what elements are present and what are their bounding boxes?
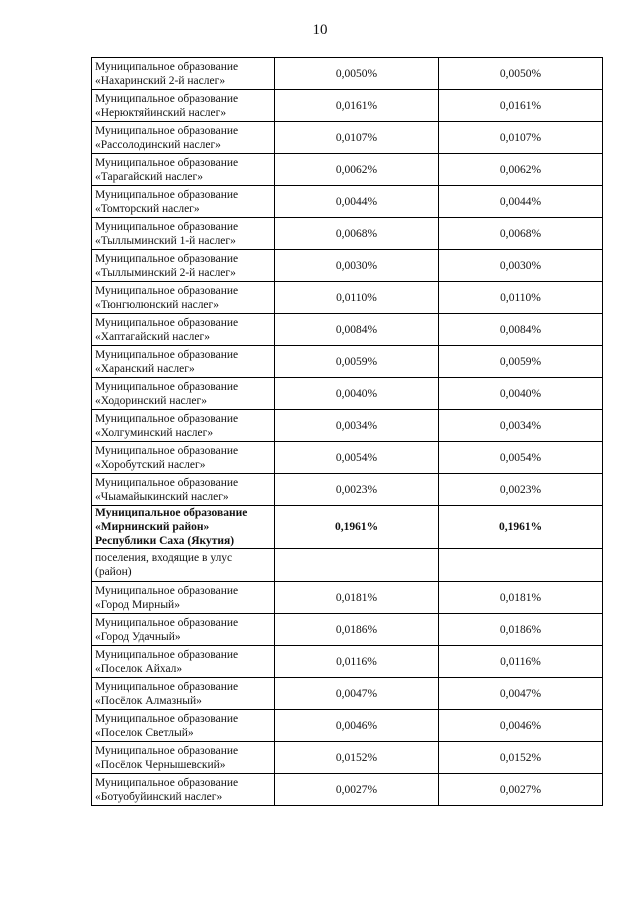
municipality-name-line: Муниципальное образование (95, 220, 239, 233)
municipality-name-line: «Поселок Светлый» (95, 726, 194, 739)
share-value-1 (275, 646, 439, 678)
municipality-name-line: Муниципальное образование (95, 648, 239, 661)
municipality-name-line: Муниципальное образование (95, 712, 239, 725)
share-value-1 (275, 154, 439, 186)
municipality-name (92, 442, 275, 474)
share-value-1 (275, 90, 439, 122)
municipality-name (92, 186, 275, 218)
municipality-name (92, 646, 275, 678)
share-value-1 (275, 346, 439, 378)
municipality-name (92, 218, 275, 250)
share-value-1 (275, 582, 439, 614)
share-value-2 (439, 378, 603, 410)
table-row (92, 282, 603, 314)
share-value-2 (439, 58, 603, 90)
share-value-1 (275, 742, 439, 774)
municipality-name-line: «Хоробутский наслег» (95, 458, 206, 471)
municipality-name-line: «Тыллыминский 1-й наслег» (95, 234, 236, 247)
share-value-2-line: 0,0044% (499, 195, 542, 208)
municipality-name-line: Муниципальное образование (95, 156, 239, 169)
municipality-name-line: «Ходоринский наслег» (95, 394, 207, 407)
municipality-name-line: Муниципальное образование (95, 252, 239, 265)
municipality-name-line: «Нахаринский 2-й наслег» (95, 74, 226, 87)
table-row (92, 122, 603, 154)
share-value-2 (439, 250, 603, 282)
share-value-2-line: 0,0107% (499, 131, 542, 144)
municipality-name-line: Муниципальное образование (95, 124, 239, 137)
table-row (92, 614, 603, 646)
table-row (92, 774, 603, 806)
district-value-2 (439, 506, 603, 549)
share-value-2-line: 0,0062% (499, 163, 542, 176)
district-name-line: Республики Саха (Якутия) (95, 535, 235, 547)
share-value-2-line: 0,0027% (499, 783, 542, 796)
share-value-1-line: 0,0054% (335, 451, 378, 464)
table-row (92, 410, 603, 442)
share-value-2 (439, 742, 603, 774)
share-value-1 (275, 678, 439, 710)
share-value-1 (275, 710, 439, 742)
share-value-1-line: 0,0152% (335, 751, 378, 764)
municipality-name-line: «Харанский наслег» (95, 362, 195, 375)
municipality-name-line: «Посёлок Чернышевский» (95, 758, 226, 771)
share-value-1-line: 0,0059% (335, 355, 378, 368)
municipality-name (92, 742, 275, 774)
settlements-note (92, 549, 275, 582)
share-value-1-line: 0,0044% (335, 195, 378, 208)
share-value-1-line: 0,0050% (335, 67, 378, 80)
share-value-1 (275, 410, 439, 442)
municipality-name (92, 614, 275, 646)
municipality-name (92, 282, 275, 314)
table-row (92, 710, 603, 742)
share-value-2-line: 0,0181% (499, 591, 542, 604)
share-value-2 (439, 774, 603, 806)
share-value-2 (439, 282, 603, 314)
share-value-2 (439, 410, 603, 442)
municipality-name-line: «Тарагайский наслег» (95, 170, 203, 183)
table-row (92, 218, 603, 250)
share-value-2 (439, 646, 603, 678)
municipality-name-line: Муниципальное образование (95, 444, 239, 457)
page-number: 10 (312, 22, 328, 38)
share-value-2 (439, 122, 603, 154)
share-value-1 (275, 282, 439, 314)
share-value-1 (275, 378, 439, 410)
municipality-name-line: «Холгуминский наслег» (95, 426, 214, 439)
municipality-name-line: Муниципальное образование (95, 92, 239, 105)
table-row (92, 186, 603, 218)
table-row (92, 346, 603, 378)
municipality-name (92, 378, 275, 410)
table-row (92, 58, 603, 90)
municipality-name-line: Муниципальное образование (95, 584, 239, 597)
municipality-name-line: Муниципальное образование (95, 60, 239, 73)
share-value-2 (439, 154, 603, 186)
municipality-name-line: Муниципальное образование (95, 188, 239, 201)
municipality-name (92, 774, 275, 806)
share-value-2-line: 0,0084% (499, 323, 542, 336)
share-value-2-line: 0,0054% (499, 451, 542, 464)
district-value-1-line: 0,1961% (334, 521, 379, 533)
municipality-name-line: «Тюнгюлюнский наслег» (95, 298, 220, 311)
distribution-table (91, 57, 603, 806)
settlements-note-row (92, 549, 603, 582)
share-value-1-line: 0,0023% (335, 483, 378, 496)
share-value-1-line: 0,0047% (335, 687, 378, 700)
share-value-2 (439, 678, 603, 710)
share-value-1 (275, 58, 439, 90)
empty-cell (275, 549, 439, 582)
share-value-1 (275, 122, 439, 154)
share-value-2 (439, 614, 603, 646)
municipality-name-line: «Посёлок Алмазный» (95, 694, 202, 707)
table-row (92, 314, 603, 346)
municipality-name-line: Муниципальное образование (95, 348, 239, 361)
municipality-name-line: «Город Мирный» (95, 598, 180, 611)
share-value-2-line: 0,0047% (499, 687, 542, 700)
share-value-2-line: 0,0068% (499, 227, 542, 240)
table-row (92, 250, 603, 282)
municipality-name-line: «Рассолодинский наслег» (95, 138, 221, 151)
share-value-1 (275, 314, 439, 346)
table-row (92, 90, 603, 122)
district-value-1 (275, 506, 439, 549)
table-row (92, 582, 603, 614)
settlements-note-line: поселения, входящие в улус (95, 552, 233, 564)
municipality-name (92, 346, 275, 378)
share-value-2-line: 0,0110% (500, 291, 541, 304)
share-value-1-line: 0,0161% (335, 99, 378, 112)
settlements-note-line: (район) (95, 566, 132, 578)
municipality-name (92, 154, 275, 186)
municipality-name-line: Муниципальное образование (95, 316, 239, 329)
municipality-name-line: «Чыамайыкинский наслег» (95, 490, 229, 503)
municipality-name (92, 710, 275, 742)
share-value-2 (439, 474, 603, 506)
share-value-1 (275, 186, 439, 218)
table-row (92, 378, 603, 410)
municipality-name-line: «Хаптагайский наслег» (95, 330, 210, 343)
share-value-2-line: 0,0050% (499, 67, 542, 80)
municipality-name-line: «Тыллыминский 2-й наслег» (95, 266, 236, 279)
district-name-line: «Мирнинский район» (95, 521, 210, 533)
share-value-2-line: 0,0161% (499, 99, 542, 112)
municipality-name-line: «Нерюктяйинский наслег» (95, 106, 227, 119)
share-value-2 (439, 442, 603, 474)
municipality-name-line: Муниципальное образование (95, 380, 239, 393)
share-value-2-line: 0,0023% (499, 483, 542, 496)
share-value-1-line: 0,0046% (335, 719, 378, 732)
municipality-name-line: Муниципальное образование (95, 744, 239, 757)
table-row (92, 678, 603, 710)
municipality-name-line: Муниципальное образование (95, 476, 239, 489)
municipality-name-line: Муниципальное образование (95, 284, 239, 297)
share-value-1-line: 0,0030% (335, 259, 378, 272)
share-value-2-line: 0,0034% (499, 419, 542, 432)
share-value-2 (439, 710, 603, 742)
share-value-2-line: 0,0046% (499, 719, 542, 732)
district-name-line: Муниципальное образование (95, 507, 248, 519)
district-row (92, 506, 603, 549)
municipality-name (92, 474, 275, 506)
share-value-1 (275, 474, 439, 506)
municipality-name-line: «Томторский наслег» (95, 202, 200, 215)
share-value-1-line: 0,0034% (335, 419, 378, 432)
table-body (92, 58, 603, 806)
share-value-1-line: 0,0068% (335, 227, 378, 240)
share-value-1-line: 0,0116% (336, 655, 377, 668)
table-row (92, 442, 603, 474)
share-value-2-line: 0,0116% (500, 655, 541, 668)
share-value-2 (439, 186, 603, 218)
share-value-1-line: 0,0062% (335, 163, 378, 176)
municipality-name (92, 678, 275, 710)
share-value-1 (275, 614, 439, 646)
municipality-name-line: Муниципальное образование (95, 680, 239, 693)
municipality-name (92, 122, 275, 154)
share-value-2 (439, 346, 603, 378)
table-row (92, 154, 603, 186)
share-value-1-line: 0,0027% (335, 783, 378, 796)
share-value-1-line: 0,0084% (335, 323, 378, 336)
municipality-name-line: «Ботуобуйинский наслег» (95, 790, 223, 803)
share-value-2-line: 0,0040% (499, 387, 542, 400)
table-row (92, 646, 603, 678)
share-value-2 (439, 90, 603, 122)
municipality-name (92, 250, 275, 282)
district-value-2-line: 0,1961% (498, 521, 543, 533)
municipality-name-line: «Поселок Айхал» (95, 662, 183, 675)
municipality-name (92, 582, 275, 614)
municipality-name (92, 90, 275, 122)
share-value-2 (439, 314, 603, 346)
municipality-name (92, 314, 275, 346)
share-value-1-line: 0,0186% (335, 623, 378, 636)
table-row (92, 742, 603, 774)
municipality-name-line: Муниципальное образование (95, 616, 239, 629)
share-value-2-line: 0,0030% (499, 259, 542, 272)
share-value-1-line: 0,0110% (336, 291, 377, 304)
share-value-2 (439, 582, 603, 614)
municipality-name (92, 410, 275, 442)
share-value-2 (439, 218, 603, 250)
municipality-name-line: «Город Удачный» (95, 630, 181, 643)
empty-cell (439, 549, 603, 582)
district-name (92, 506, 275, 549)
municipality-name-line: Муниципальное образование (95, 412, 239, 425)
share-value-2-line: 0,0152% (499, 751, 542, 764)
share-value-1-line: 0,0181% (335, 591, 378, 604)
share-value-1 (275, 774, 439, 806)
municipality-name-line: Муниципальное образование (95, 776, 239, 789)
share-value-2-line: 0,0059% (499, 355, 542, 368)
table-row (92, 474, 603, 506)
share-value-1 (275, 442, 439, 474)
municipality-name (92, 58, 275, 90)
share-value-1-line: 0,0107% (335, 131, 378, 144)
share-value-1 (275, 218, 439, 250)
share-value-1-line: 0,0040% (335, 387, 378, 400)
share-value-1 (275, 250, 439, 282)
share-value-2-line: 0,0186% (499, 623, 542, 636)
